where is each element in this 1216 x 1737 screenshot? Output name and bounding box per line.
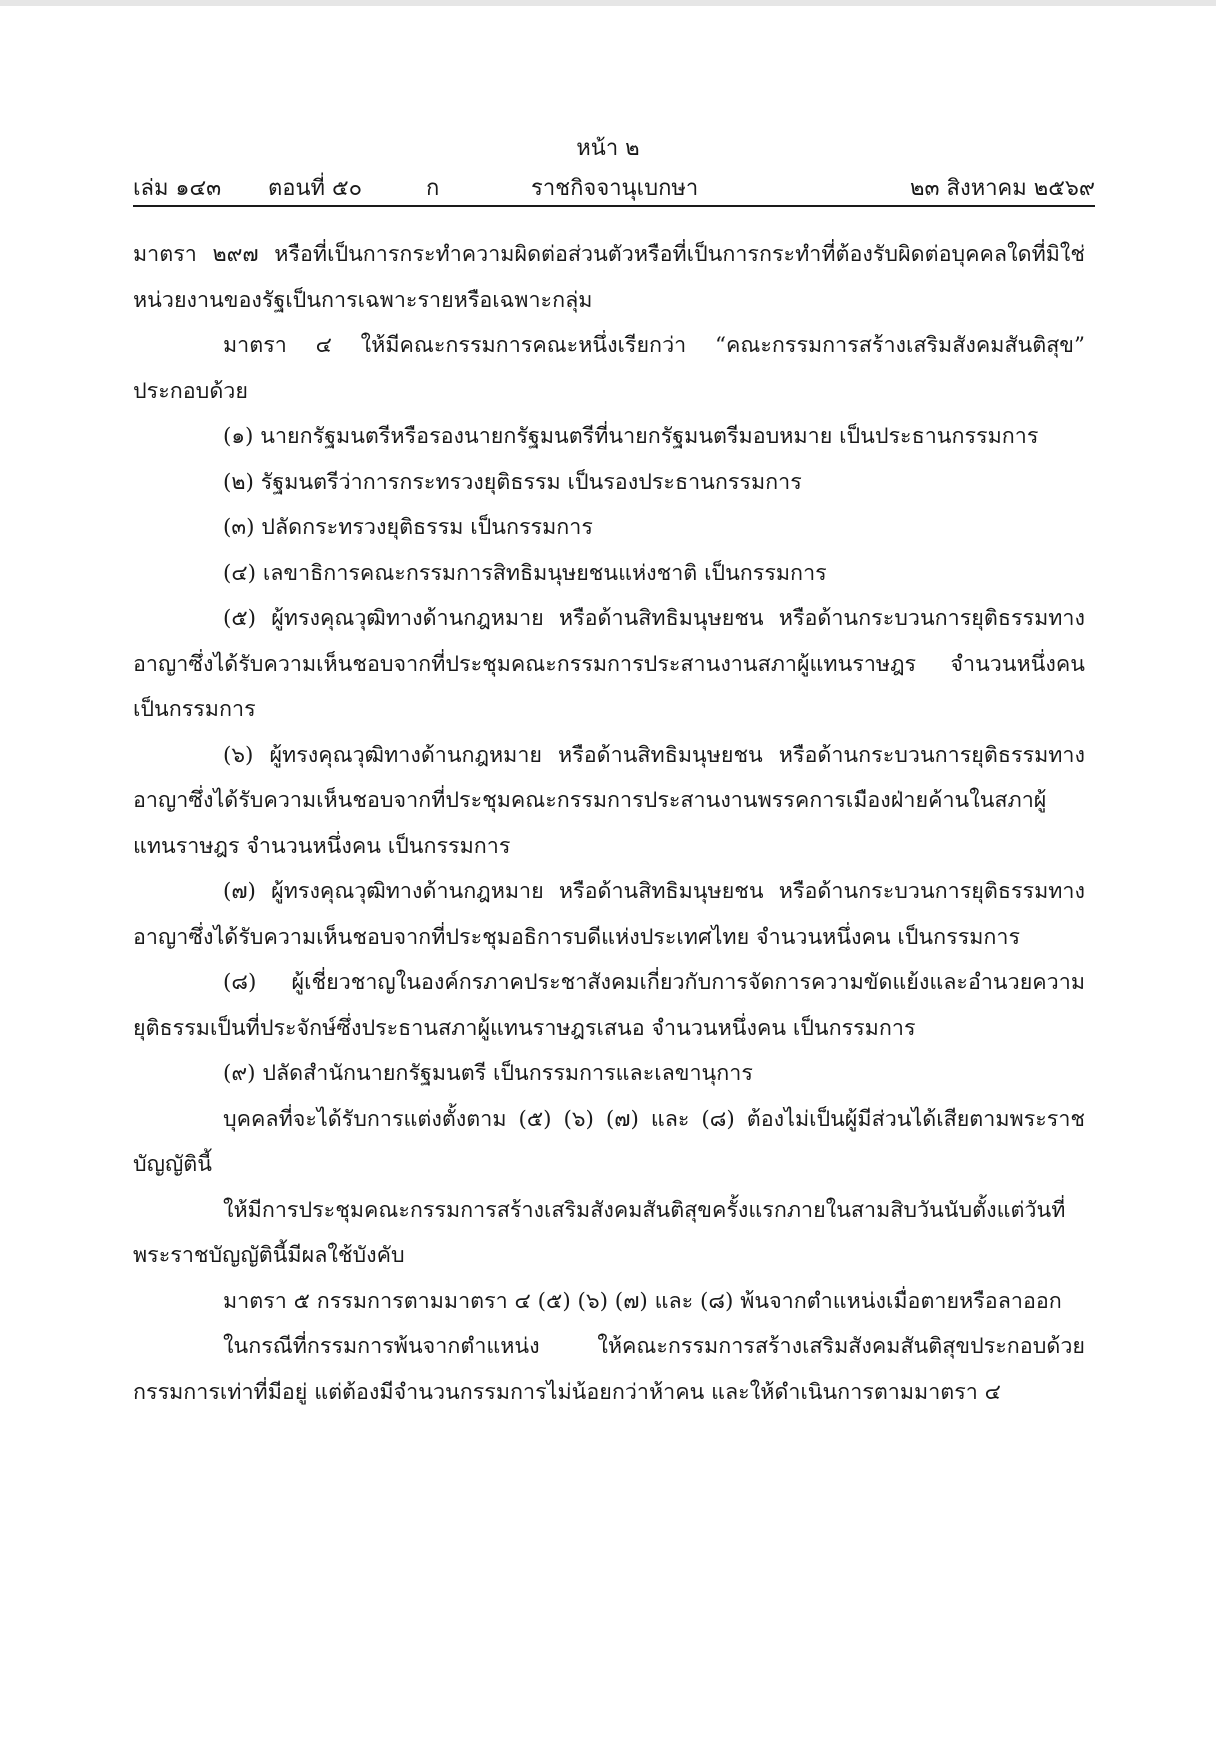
list-item-1: (๑) นายกรัฐมนตรีหรือรองนายกรัฐมนตรีที่นายกรัฐมนตรีมอบหมาย เป็นประธานกรรมการ: [223, 424, 1039, 449]
paragraph-first-meeting: ให้มีการประชุมคณะกรรมการสร้างเสริมสังคมสันติสุขครั้งแรกภายในสามสิบวันนับตั้งแต่วันที่พระราชบัญญัตินี้มีผลใช้บังคับ: [133, 1197, 1066, 1268]
list-item-2: (๒) รัฐมนตรีว่าการกระทรวงยุติธรรม เป็นรองประธานกรรมการ: [223, 469, 802, 495]
paragraph-vacancy: ในกรณีที่กรรมการพ้นจากตำแหน่ง ให้คณะกรรมการสร้างเสริมสังคมสันติสุขประกอบด้วยกรรมการเท่าที่มีอยู่ แต่ต้องมีจำนวนกรรมการไม่น้อยกว่าห้าคน และให้ดำเนินการตามมาตรา ๔: [133, 1334, 1085, 1405]
page-top-edge: [0, 0, 1216, 6]
paragraph-section-4: มาตรา ๔ ให้มีคณะกรรมการคณะหนึ่งเรียกว่า “คณะกรรมการสร้างเสริมสังคมสันติสุข” ประกอบด้วย: [133, 333, 1085, 404]
list-item-3: (๓) ปลัดกระทรวงยุติธรรม เป็นกรรมการ: [223, 515, 593, 540]
list-item-4: (๔) เลขาธิการคณะกรรมการสิทธิมนุษยชนแห่งชาติ เป็นกรรมการ: [223, 560, 827, 586]
volume-label: เล่ม ๑๔๓: [133, 176, 222, 201]
paragraph-continuation: มาตรา ๒๙๗ หรือที่เป็นการกระทำความผิดต่อส่วนตัวหรือที่เป็นการกระทำที่ต้องรับผิดต่อบุคคลใดที่มิใช่หน่วยงานของรัฐเป็นการเฉพาะรายหรือเฉพาะกลุ่ม: [133, 242, 1085, 313]
paragraph-appointment-condition: บุคคลที่จะได้รับการแต่งตั้งตาม (๕) (๖) (๗) และ (๘) ต้องไม่เป็นผู้มีส่วนได้เสียตามพระราชบัญญัตินี้: [133, 1106, 1085, 1177]
list-item-6: (๖) ผู้ทรงคุณวุฒิทางด้านกฎหมาย หรือด้านสิทธิมนุษยชน หรือด้านกระบวนการยุติธรรมทางอาญาซึ่งได้รับความเห็นชอบจากที่ประชุมคณะกรรมการประสานงานพรรคการเมืองฝ่ายค้านในสภาผู้แทนราษฎร จำนวนหนึ่งคน เป็นกรรมการ: [133, 742, 1085, 859]
paragraph-section-5: มาตรา ๕ กรรมการตามมาตรา ๔ (๕) (๖) (๗) และ (๘) พ้นจากตำแหน่งเมื่อตายหรือลาออก: [223, 1288, 1062, 1314]
list-item-8: (๘) ผู้เชี่ยวชาญในองค์กรภาคประชาสังคมเกี่ยวกับการจัดการความขัดแย้งและอำนวยความยุติธรรมเป็นที่ประจักษ์ซึ่งประธานสภาผู้แทนราษฎรเสนอ จำนวนหนึ่งคน เป็นกรรมการ: [133, 970, 1085, 1041]
page-number: หน้า ๒: [576, 136, 640, 161]
publication-date: ๒๓ สิงหาคม ๒๕๖๙: [909, 176, 1095, 201]
list-item-5: (๕) ผู้ทรงคุณวุฒิทางด้านกฎหมาย หรือด้านสิทธิมนุษยชน หรือด้านกระบวนการยุติธรรมทางอาญาซึ่งได้รับความเห็นชอบจากที่ประชุมคณะกรรมการประสานงานสภาผู้แทนราษฎร จำนวนหนึ่งคน เป็นกรรมการ: [133, 606, 1085, 722]
document-body: [133, 232, 1085, 1415]
header-divider: [133, 205, 1095, 207]
list-item-7: (๗) ผู้ทรงคุณวุฒิทางด้านกฎหมาย หรือด้านสิทธิมนุษยชน หรือด้านกระบวนการยุติธรรมทางอาญาซึ่งได้รับความเห็นชอบจากที่ประชุมอธิการบดีแห่งประเทศไทย จำนวนหนึ่งคน เป็นกรรมการ: [133, 879, 1085, 950]
gazette-title: ราชกิจจานุเบกษา: [531, 176, 699, 201]
section-label: ก: [426, 176, 440, 201]
list-item-9: (๙) ปลัดสำนักนายกรัฐมนตรี เป็นกรรมการและเลขานุการ: [223, 1061, 753, 1086]
gazette-header: [133, 170, 1095, 204]
issue-label: ตอนที่ ๕๐: [268, 176, 363, 201]
